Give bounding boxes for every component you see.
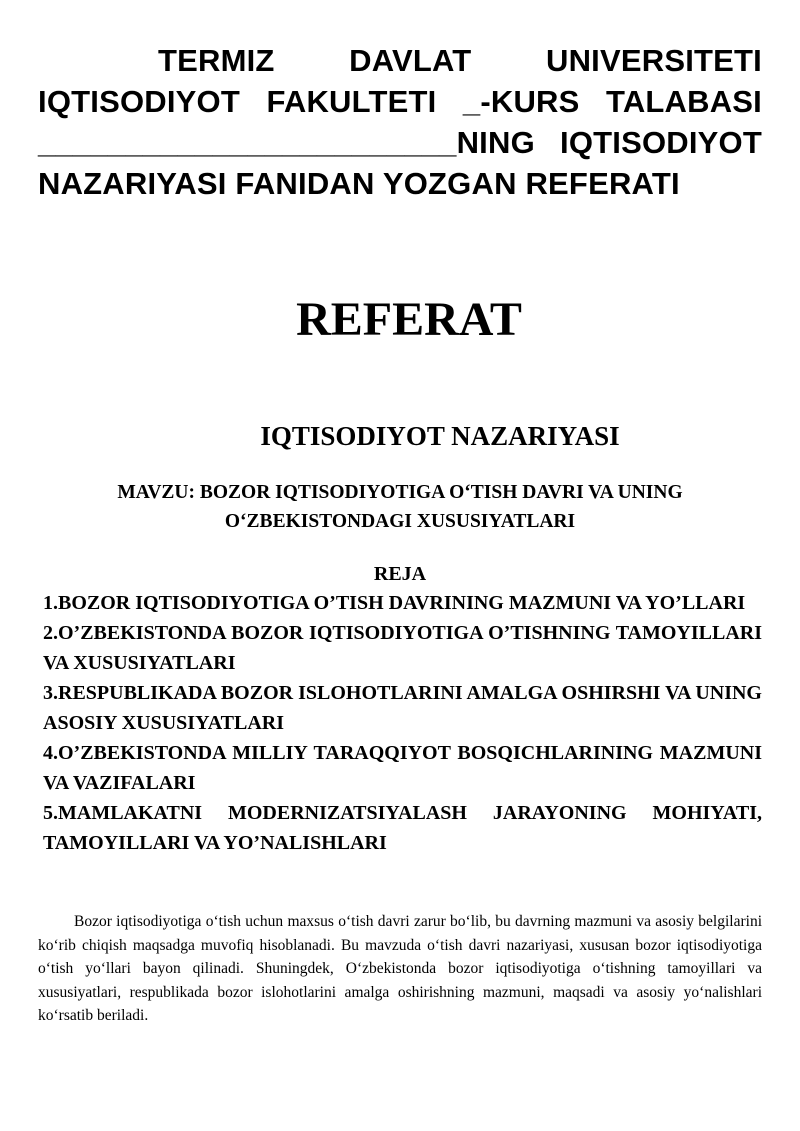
plan-heading: REJA [373, 563, 427, 585]
header-title: TERMIZ DAVLAT UNIVERSITETI IQTISODIYOT FAKULTETI _-KURS TALABASI ________________________NING IQTISODIYOT NAZARIYASI FANIDAN YOZGAN REFERATI [38, 43, 762, 201]
plan-list [43, 588, 762, 858]
plan-item: 4.O’ZBEKISTONDA MILLIY TARAQQIYOT BOSQICHLARINING MAZMUNI VA VAZIFALARI [43, 742, 762, 794]
topic-title: MAVZU: BOZOR IQTISODIYOTIGA O‘TISH DAVRI VA UNING O‘ZBEKISTONDAGI XUSUSIYATLARI [117, 482, 683, 532]
plan-item: 5.MAMLAKATNI MODERNIZATSIYALASH JARAYONING MOHIYATI, TAMOYILLARI VA YO’NALISHLARI [43, 802, 762, 854]
plan-item: 1.BOZOR IQTISODIYOTIGA O’TISH DAVRINING MAZMUNI VA YO’LLARI [43, 592, 746, 614]
plan-item: 2.O’ZBEKISTONDA BOZOR IQTISODIYOTIGA O’TISHNING TAMOYILLARI VA XUSUSIYATLARI [43, 622, 762, 674]
document-title: REFERAT [296, 293, 522, 346]
plan-item: 3.RESPUBLIKADA BOZOR ISLOHOTLARINI AMALGA OSHIRSHI VA UNING ASOSIY XUSUSIYATLARI [43, 682, 762, 734]
subject-title: IQTISODIYOT NAZARIYASI [260, 421, 620, 451]
abstract-paragraph: Bozor iqtisodiyotiga o‘tish uchun maxsus o‘tish davri zarur bo‘lib, bu davrning mazmuni va asosiy belgilarini ko‘rib chiqish maqsadga muvofiq hisoblanadi. Bu mavzuda o‘tish davri nazariyasi, xususan bozor iqtisodiyotiga o‘tish yo‘llari bayon qilinadi. Shuningdek, O‘zbekistonda bozor iqtisodiyotiga o‘tishning tamoyillari va xususiyatlari, respublikada bozor islohotlarini amalga oshirishning mazmuni, maqsadi va asosiy yo‘nalishlari ko‘rsatib beriladi. [38, 913, 762, 1024]
